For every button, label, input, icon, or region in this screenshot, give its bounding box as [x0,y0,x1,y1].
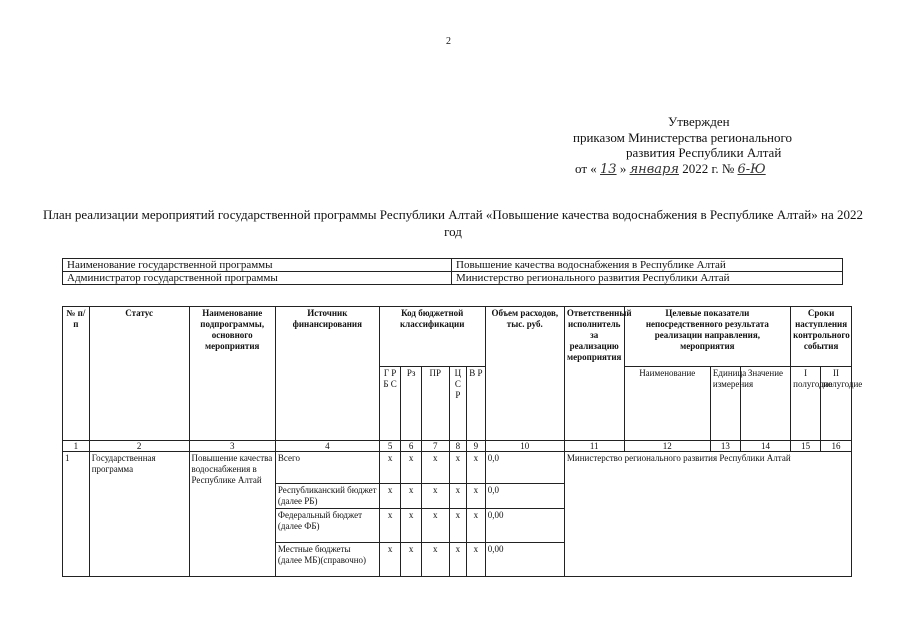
source-label: Республиканский бюджет (далее РБ) [275,484,379,509]
table-row [63,452,852,484]
info-label: Наименование государственной программы [63,259,452,272]
header-targets: Целевые показатели непосредственного результата реализации направления, мероприятия [624,307,791,367]
volume-value: 0,0 [485,484,564,509]
header-num: № п/п [63,307,90,441]
kbk-x: х [421,543,449,577]
col-number: 2 [89,441,189,452]
row-number: 1 [63,452,90,577]
col-number: 16 [821,441,852,452]
date-year: 2022 г. № [682,161,735,176]
col-number: 4 [275,441,379,452]
kbk-x: х [467,484,486,509]
col-number: 11 [564,441,624,452]
kbk-x: х [467,452,486,484]
date-prefix: от « [575,161,597,176]
kbk-x: х [449,543,466,577]
kbk-x: х [449,452,466,484]
header-kbk-grbs: Г Р Б С [379,367,401,441]
volume-value: 0,0 [485,452,564,484]
header-source: Источник финансирования [275,307,379,441]
date-day-handwritten: 13 [600,162,617,177]
kbk-x: х [379,484,401,509]
header-name: Наименование подпрограммы, основного мероприятия [189,307,275,441]
col-number: 5 [379,441,401,452]
kbk-x: х [401,543,422,577]
header-target-value: Значение [740,367,790,441]
plan-table [62,306,863,577]
col-number: 3 [189,441,275,452]
approval-line-2: приказом Министерства регионального [573,130,792,145]
info-row [63,259,843,272]
kbk-x: х [401,484,422,509]
header-kbk-vr: В Р [467,367,486,441]
kbk-x: х [467,543,486,577]
info-label: Администратор государственной программы [63,272,452,285]
col-number: 15 [791,441,821,452]
header-deadlines: Сроки наступления контрольного события [791,307,852,367]
header-target-unit: Единица измерения [710,367,740,441]
col-number: 8 [449,441,466,452]
kbk-x: х [379,509,401,543]
program-info-table [62,258,843,285]
header-kbk-pr: ПР [421,367,449,441]
kbk-x: х [379,543,401,577]
kbk-x: х [421,484,449,509]
col-number: 7 [421,441,449,452]
kbk-x: х [467,509,486,543]
header-volume: Объем расходов, тыс. руб. [485,307,564,441]
date-month-handwritten: января [629,162,679,177]
kbk-x: х [401,452,422,484]
approval-line-3: развития Республики Алтай [626,145,782,160]
col-number: 13 [710,441,740,452]
info-row [63,272,843,285]
order-number-handwritten: 6-Ю [737,162,766,177]
header-kbk: Код бюджетной классификации [379,307,485,367]
page-number: 2 [446,36,451,47]
col-number: 6 [401,441,422,452]
header-target-name: Наименование [624,367,710,441]
column-numbers-row [63,441,852,452]
col-number: 1 [63,441,90,452]
col-number: 10 [485,441,564,452]
col-number: 12 [624,441,710,452]
source-label: Местные бюджеты (далее МБ)(справочно) [275,543,379,577]
header-status: Статус [89,307,189,441]
approval-date-line [575,161,766,178]
source-label: Всего [275,452,379,484]
info-value: Повышение качества водоснабжения в Республике Алтай [452,259,843,272]
header-deadline-h1: I полугодие [791,367,821,441]
kbk-x: х [449,484,466,509]
col-number: 9 [467,441,486,452]
header-executor: Ответственный исполнитель за реализацию мероприятия [564,307,624,441]
row-executor: Министерство регионального развития Республики Алтай [564,452,851,577]
source-label: Федеральный бюджет (далее ФБ) [275,509,379,543]
header-kbk-rz: Рз [401,367,422,441]
row-name: Повышение качества водоснабжения в Республике Алтай [189,452,275,577]
date-mid: » [619,161,627,176]
header-kbk-csr: Ц С Р [449,367,466,441]
kbk-x: х [421,509,449,543]
approval-title: Утвержден [668,114,730,129]
kbk-x: х [449,509,466,543]
info-value: Министерство регионального развития Республики Алтай [452,272,843,285]
header-deadline-h2: II полугодие [821,367,852,441]
kbk-x: х [401,509,422,543]
kbk-x: х [379,452,401,484]
col-number: 14 [740,441,790,452]
document-title: План реализации мероприятий государственной программы Республики Алтай «Повышение качества водоснабжения в Республике Алтай» на 2022 год [43,207,863,239]
volume-value: 0,00 [485,509,564,543]
kbk-x: х [421,452,449,484]
volume-value: 0,00 [485,543,564,577]
row-status: Государственная программа [89,452,189,577]
